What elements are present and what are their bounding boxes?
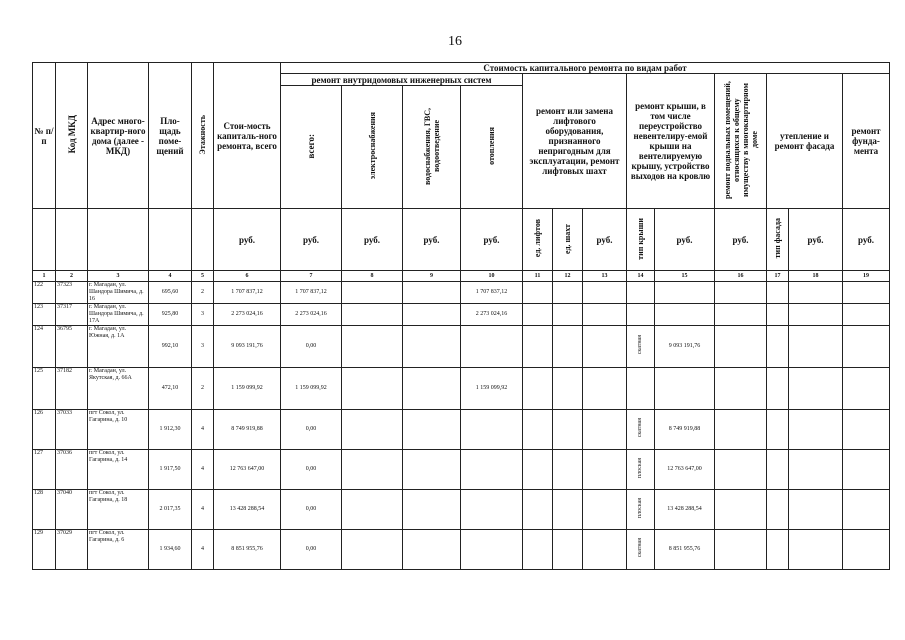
header-roof-type: [627, 209, 655, 271]
row-number: 125: [33, 368, 56, 410]
foundation-cost: [843, 368, 890, 410]
header-area: Пло-щадь поме-щений: [149, 63, 192, 209]
unit-eng-total: руб.: [281, 209, 342, 271]
header-foundation: ремонт фунда-мента: [843, 74, 890, 209]
water-cost: [403, 450, 461, 490]
total-cost: 2 273 024,16: [214, 304, 281, 326]
elevator-cost: [583, 530, 627, 570]
heating-cost: 2 273 024,16: [461, 304, 523, 326]
column-number: 9: [403, 271, 461, 282]
foundation-cost: [843, 304, 890, 326]
roof-cost: 8 851 955,76: [655, 530, 715, 570]
column-number: 15: [655, 271, 715, 282]
column-number: 18: [789, 271, 843, 282]
roof-type-text: скатная: [637, 335, 643, 355]
foundation-cost: [843, 410, 890, 450]
elev-shafts: [553, 368, 583, 410]
mkd-code: 37323: [56, 282, 88, 304]
electric-cost: [342, 282, 403, 304]
row-number: 126: [33, 410, 56, 450]
unit-total-cost: руб.: [214, 209, 281, 271]
eng-total: 2 273 024,16: [281, 304, 342, 326]
basement-cost: [715, 410, 767, 450]
elev-shafts: [553, 490, 583, 530]
heating-cost: [461, 326, 523, 368]
address: г. Магадан, ул. Якутская, д. 66А: [88, 368, 149, 410]
header-num: № п/п: [33, 63, 56, 209]
header-elevator: ремонт или замена лифтового оборудования, признанного непригодным для эксплуатации, ремонт лифтовых шахт: [523, 74, 627, 209]
table-body: [33, 282, 890, 570]
total-cost: 8 851 955,76: [214, 530, 281, 570]
total-cost: 9 093 191,76: [214, 326, 281, 368]
total-cost: 12 763 647,00: [214, 450, 281, 490]
header-code-text: Код МКД: [66, 115, 77, 154]
facade-cost: [789, 490, 843, 530]
column-numbers-row: [33, 271, 890, 282]
header-eng-total-text: всего:: [306, 133, 316, 159]
heating-cost: 1 707 837,12: [461, 282, 523, 304]
electric-cost: [342, 450, 403, 490]
basement-cost: [715, 450, 767, 490]
unit-facade: руб.: [789, 209, 843, 271]
elev-shafts: [553, 304, 583, 326]
elevator-cost: [583, 410, 627, 450]
elev-units: [523, 304, 553, 326]
column-number: 10: [461, 271, 523, 282]
table-row: [33, 530, 890, 570]
elev-shafts: [553, 410, 583, 450]
roof-type: [627, 282, 655, 304]
header-heating-text: отопления: [487, 127, 496, 165]
eng-total: 0,00: [281, 326, 342, 368]
electric-cost: [342, 490, 403, 530]
units-5: [192, 209, 214, 271]
roof-type: [627, 368, 655, 410]
header-cost-by-type: Стоимость капитального ремонта по видам работ: [281, 63, 890, 74]
header-floors-text: Этажность: [198, 114, 207, 155]
facade-type: [767, 282, 789, 304]
facade-type: [767, 368, 789, 410]
facade-type: [767, 304, 789, 326]
roof-type-text: скатная: [637, 418, 643, 438]
unit-foundation: руб.: [843, 209, 890, 271]
address: г. Магадан, ул. Южная, д. 1А: [88, 326, 149, 368]
address: пгт Сокол, ул. Гагарина, д. 14: [88, 450, 149, 490]
column-number: 4: [149, 271, 192, 282]
header-total-cost: Стои-мость капиталь-ного ремонта, всего: [214, 63, 281, 209]
header-eng-total: [281, 86, 342, 209]
column-number: 7: [281, 271, 342, 282]
address: пгт Сокол, ул. Гагарина, д. 18: [88, 490, 149, 530]
area: 925,80: [149, 304, 192, 326]
address: г. Магадан, ул. Шандора Шимича, д. 16: [88, 282, 149, 304]
floors: 2: [192, 368, 214, 410]
address: пгт Сокол, ул. Гагарина, д. 6: [88, 530, 149, 570]
water-cost: [403, 530, 461, 570]
roof-type-text: плоская: [637, 497, 643, 519]
area: 472,10: [149, 368, 192, 410]
foundation-cost: [843, 282, 890, 304]
column-number: 1: [33, 271, 56, 282]
header-elev-shafts-text: ед. шахт: [563, 223, 572, 254]
address: г. Магадан, ул. Шандора Шимича, д. 17А: [88, 304, 149, 326]
header-facade: утепление и ремонт фасада: [767, 74, 843, 209]
row-number: 127: [33, 450, 56, 490]
eng-total: 0,00: [281, 490, 342, 530]
header-electric: [342, 86, 403, 209]
header-roof: ремонт крыши, в том числе переустройство невентелиру-емой крыши на вентелируемую крышу, устройство выходов на кровлю: [627, 74, 715, 209]
roof-cost: 13 428 288,54: [655, 490, 715, 530]
mkd-code: 37040: [56, 490, 88, 530]
roof-cost: 9 093 191,76: [655, 326, 715, 368]
table-row: [33, 410, 890, 450]
basement-cost: [715, 282, 767, 304]
table-row: [33, 490, 890, 530]
facade-cost: [789, 450, 843, 490]
facade-cost: [789, 410, 843, 450]
unit-roof: руб.: [655, 209, 715, 271]
heating-cost: [461, 450, 523, 490]
header-elev-shafts: [553, 209, 583, 271]
area: 695,60: [149, 282, 192, 304]
elev-shafts: [553, 282, 583, 304]
electric-cost: [342, 368, 403, 410]
total-cost: 1 159 099,92: [214, 368, 281, 410]
elev-units: [523, 490, 553, 530]
basement-cost: [715, 304, 767, 326]
heating-cost: [461, 530, 523, 570]
floors: 3: [192, 326, 214, 368]
elevator-cost: [583, 450, 627, 490]
basement-cost: [715, 530, 767, 570]
eng-total: 0,00: [281, 530, 342, 570]
units-1: [33, 209, 56, 271]
eng-total: 1 159 099,92: [281, 368, 342, 410]
table-row: [33, 304, 890, 326]
table-row: [33, 368, 890, 410]
elev-shafts: [553, 530, 583, 570]
water-cost: [403, 326, 461, 368]
roof-type-text: плоская: [637, 457, 643, 479]
elevator-cost: [583, 490, 627, 530]
facade-type: [767, 450, 789, 490]
roof-cost: 12 763 647,00: [655, 450, 715, 490]
area: 1 912,30: [149, 410, 192, 450]
capital-repair-table: [32, 62, 890, 570]
area: 992,10: [149, 326, 192, 368]
elevator-cost: [583, 326, 627, 368]
roof-type: [627, 490, 655, 530]
foundation-cost: [843, 490, 890, 530]
unit-elevator: руб.: [583, 209, 627, 271]
roof-type-text: скатная: [637, 538, 643, 558]
mkd-code: 37033: [56, 410, 88, 450]
water-cost: [403, 282, 461, 304]
column-number: 19: [843, 271, 890, 282]
roof-cost: [655, 282, 715, 304]
water-cost: [403, 490, 461, 530]
basement-cost: [715, 490, 767, 530]
elevator-cost: [583, 304, 627, 326]
header-engineering: ремонт внутридомовых инженерных систем: [281, 74, 523, 86]
column-number: 5: [192, 271, 214, 282]
column-number: 17: [767, 271, 789, 282]
floors: 4: [192, 490, 214, 530]
electric-cost: [342, 304, 403, 326]
roof-type: [627, 530, 655, 570]
column-number: 11: [523, 271, 553, 282]
header-heating: [461, 86, 523, 209]
header-water-text: водоснабжения, ГВС, водоотведение: [422, 107, 441, 185]
facade-type: [767, 490, 789, 530]
header-basement: [715, 74, 767, 209]
facade-cost: [789, 326, 843, 368]
roof-cost: [655, 304, 715, 326]
column-number: 14: [627, 271, 655, 282]
header-address: Адрес много-квартир-ного дома (далее - МКД): [88, 63, 149, 209]
row-number: 124: [33, 326, 56, 368]
table-row: [33, 450, 890, 490]
mkd-code: 37036: [56, 450, 88, 490]
header-roof-type-text: тип крыши: [636, 217, 645, 260]
mkd-code: 37029: [56, 530, 88, 570]
roof-type: [627, 304, 655, 326]
roof-type: [627, 326, 655, 368]
floors: 4: [192, 450, 214, 490]
total-cost: 13 428 288,54: [214, 490, 281, 530]
row-number: 123: [33, 304, 56, 326]
total-cost: 8 749 919,88: [214, 410, 281, 450]
area: 2 017,35: [149, 490, 192, 530]
column-number: 16: [715, 271, 767, 282]
floors: 3: [192, 304, 214, 326]
column-number: 12: [553, 271, 583, 282]
eng-total: 1 707 837,12: [281, 282, 342, 304]
area: 1 934,60: [149, 530, 192, 570]
facade-cost: [789, 282, 843, 304]
foundation-cost: [843, 530, 890, 570]
header-facade-type-text: тип фасада: [773, 218, 782, 259]
table-row: [33, 326, 890, 368]
row-number: 128: [33, 490, 56, 530]
elevator-cost: [583, 282, 627, 304]
basement-cost: [715, 368, 767, 410]
unit-electric: руб.: [342, 209, 403, 271]
header-floors: [192, 63, 214, 209]
floors: 4: [192, 410, 214, 450]
facade-cost: [789, 530, 843, 570]
facade-cost: [789, 304, 843, 326]
unit-basement: руб.: [715, 209, 767, 271]
header-elev-units-text: ед. лифтов: [533, 219, 542, 258]
unit-water: руб.: [403, 209, 461, 271]
header-electric-text: электроснабжения: [367, 112, 377, 180]
elev-units: [523, 530, 553, 570]
facade-type: [767, 410, 789, 450]
column-number: 13: [583, 271, 627, 282]
area: 1 917,50: [149, 450, 192, 490]
elev-shafts: [553, 326, 583, 368]
address: пгт Сокол, ул. Гагарина, д. 10: [88, 410, 149, 450]
heating-cost: 1 159 099,92: [461, 368, 523, 410]
floors: 4: [192, 530, 214, 570]
header-code: [56, 63, 88, 209]
elev-units: [523, 368, 553, 410]
units-3: [88, 209, 149, 271]
eng-total: 0,00: [281, 410, 342, 450]
facade-type: [767, 326, 789, 368]
total-cost: 1 707 837,12: [214, 282, 281, 304]
roof-cost: 8 749 919,88: [655, 410, 715, 450]
foundation-cost: [843, 450, 890, 490]
header-basement-text: ремонт подвальных помещений, относящихся к общему имуществу в многоквартирном доме: [722, 81, 759, 199]
heating-cost: [461, 490, 523, 530]
units-4: [149, 209, 192, 271]
heating-cost: [461, 410, 523, 450]
elev-shafts: [553, 450, 583, 490]
roof-type: [627, 450, 655, 490]
header-elev-units: [523, 209, 553, 271]
eng-total: 0,00: [281, 450, 342, 490]
mkd-code: 37317: [56, 304, 88, 326]
unit-heating: руб.: [461, 209, 523, 271]
mkd-code: 37182: [56, 368, 88, 410]
water-cost: [403, 304, 461, 326]
page-number: 16: [448, 34, 462, 49]
foundation-cost: [843, 326, 890, 368]
elev-units: [523, 326, 553, 368]
roof-cost: [655, 368, 715, 410]
electric-cost: [342, 326, 403, 368]
table-row: [33, 282, 890, 304]
water-cost: [403, 368, 461, 410]
facade-cost: [789, 368, 843, 410]
facade-type: [767, 530, 789, 570]
electric-cost: [342, 530, 403, 570]
water-cost: [403, 410, 461, 450]
column-number: 8: [342, 271, 403, 282]
electric-cost: [342, 410, 403, 450]
column-number: 6: [214, 271, 281, 282]
floors: 2: [192, 282, 214, 304]
mkd-code: 36795: [56, 326, 88, 368]
units-2: [56, 209, 88, 271]
header-water: [403, 86, 461, 209]
basement-cost: [715, 326, 767, 368]
row-number: 129: [33, 530, 56, 570]
elev-units: [523, 410, 553, 450]
column-number: 2: [56, 271, 88, 282]
roof-type: [627, 410, 655, 450]
header-facade-type: [767, 209, 789, 271]
row-number: 122: [33, 282, 56, 304]
elev-units: [523, 282, 553, 304]
elev-units: [523, 450, 553, 490]
column-number: 3: [88, 271, 149, 282]
elevator-cost: [583, 368, 627, 410]
